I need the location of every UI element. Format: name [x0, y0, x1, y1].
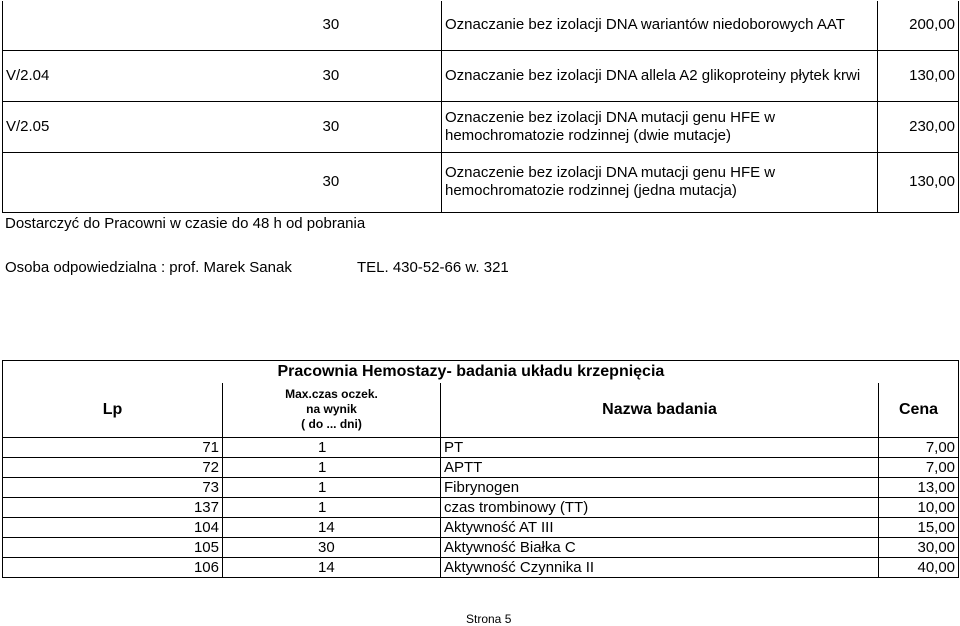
table-row: [3, 1, 959, 50]
lp-cell: 71: [3, 438, 223, 458]
days-cell: 1: [223, 478, 441, 498]
table-header-row: [3, 383, 959, 438]
max-time-header: [223, 383, 441, 438]
table-row: [3, 438, 959, 458]
name-cell: Aktywność AT III: [441, 518, 879, 538]
table-row: [3, 152, 959, 212]
lp-cell: 72: [3, 458, 223, 478]
lp-header: Lp: [3, 383, 223, 438]
test-name: Oznaczenie bez izolacji DNA mutacji genu HFE w hemochromatozie rodzinnej (jedna mutacja): [442, 152, 878, 212]
lp-cell: 105: [3, 538, 223, 558]
price-cell: 7,00: [879, 438, 959, 458]
name-cell: PT: [441, 438, 879, 458]
test-code: [3, 152, 223, 212]
name-cell: APTT: [441, 458, 879, 478]
max-days: 30: [223, 152, 442, 212]
days-cell: 1: [223, 458, 441, 478]
lp-cell: 106: [3, 558, 223, 578]
days-cell: 30: [223, 538, 441, 558]
hemostasis-price-table: [2, 360, 959, 578]
max-time-header-line1: Max.czas oczek.: [285, 387, 378, 402]
name-header: Nazwa badania: [441, 383, 879, 438]
max-time-header-line2: na wynik: [306, 402, 357, 417]
test-code: V/2.04: [3, 50, 223, 101]
test-price: 200,00: [878, 1, 959, 50]
price-cell: 30,00: [879, 538, 959, 558]
table-row: [3, 538, 959, 558]
price-cell: 13,00: [879, 478, 959, 498]
price-cell: 10,00: [879, 498, 959, 518]
price-cell: 40,00: [879, 558, 959, 578]
table-title-row: [3, 361, 959, 383]
lp-cell: 104: [3, 518, 223, 538]
name-cell: czas trombinowy (TT): [441, 498, 879, 518]
max-days: 30: [223, 50, 442, 101]
delivery-note: Dostarczyć do Pracowni w czasie do 48 h od pobrania: [5, 215, 366, 232]
max-days: 30: [223, 1, 442, 50]
table-row: [3, 50, 959, 101]
name-cell: Aktywność Czynnika II: [441, 558, 879, 578]
price-header: Cena: [879, 383, 959, 438]
upper-price-table: [2, 1, 959, 213]
test-code: [3, 1, 223, 50]
max-time-header-line3: ( do ... dni): [301, 417, 362, 432]
phone-number: TEL. 430-52-66 w. 321: [357, 259, 509, 276]
test-price: 230,00: [878, 101, 959, 152]
days-cell: 1: [223, 438, 441, 458]
table-row: [3, 558, 959, 578]
price-cell: 7,00: [879, 458, 959, 478]
lp-cell: 73: [3, 478, 223, 498]
days-cell: 14: [223, 518, 441, 538]
table-row: [3, 498, 959, 518]
max-days: 30: [223, 101, 442, 152]
test-name: Oznaczanie bez izolacji DNA allela A2 glikoproteiny płytek krwi: [442, 50, 878, 101]
table-row: [3, 101, 959, 152]
responsible-person: Osoba odpowiedzialna : prof. Marek Sanak: [5, 259, 292, 276]
days-cell: 1: [223, 498, 441, 518]
lab-title: Pracownia Hemostazy- badania układu krzepnięcia: [223, 361, 959, 383]
test-code: V/2.05: [3, 101, 223, 152]
test-name: Oznaczanie bez izolacji DNA wariantów niedoborowych AAT: [442, 1, 878, 50]
page-number: Strona 5: [466, 612, 512, 626]
table-row: [3, 458, 959, 478]
test-name: Oznaczenie bez izolacji DNA mutacji genu HFE w hemochromatozie rodzinnej (dwie mutacje): [442, 101, 878, 152]
name-cell: Fibrynogen: [441, 478, 879, 498]
test-price: 130,00: [878, 50, 959, 101]
table-row: [3, 478, 959, 498]
test-price: 130,00: [878, 152, 959, 212]
days-cell: 14: [223, 558, 441, 578]
name-cell: Aktywność Białka C: [441, 538, 879, 558]
table-row: [3, 518, 959, 538]
price-cell: 15,00: [879, 518, 959, 538]
lp-cell: 137: [3, 498, 223, 518]
